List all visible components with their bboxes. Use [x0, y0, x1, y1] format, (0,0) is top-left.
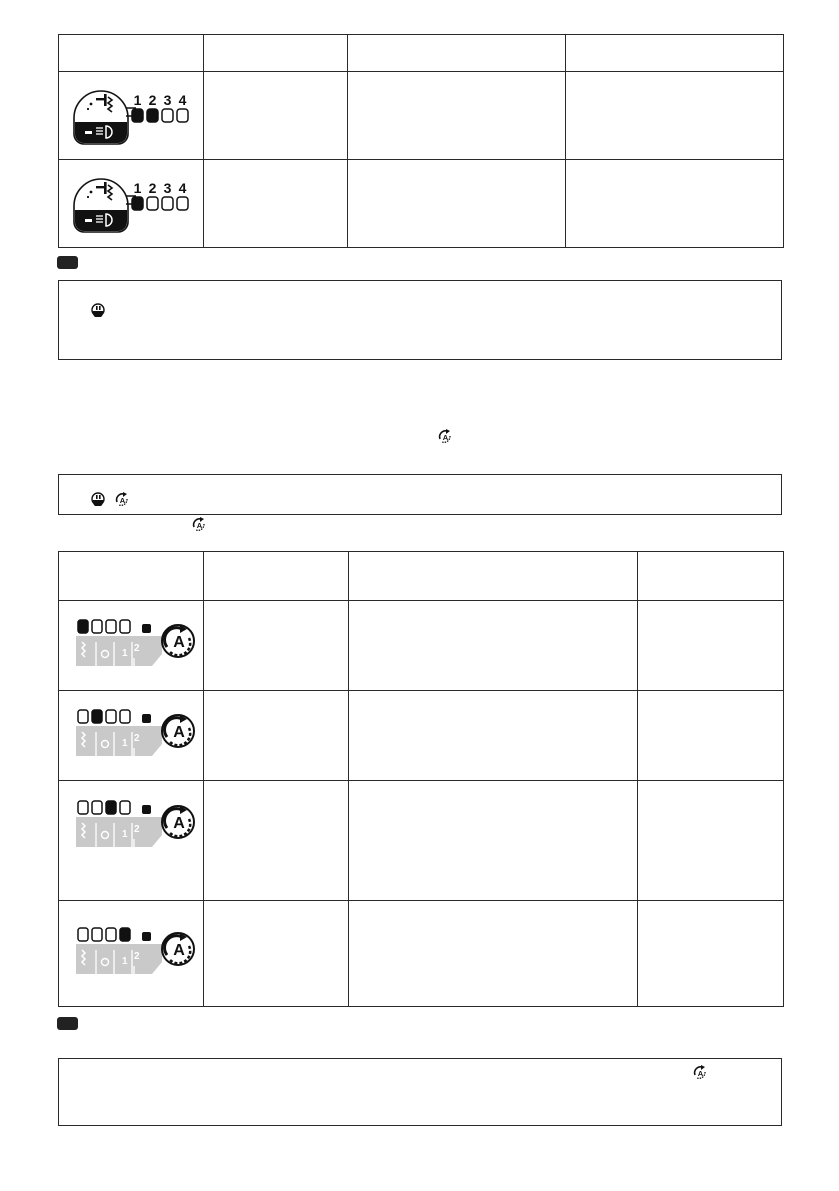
segment-lit	[120, 928, 130, 941]
table-cell	[638, 781, 784, 901]
table-cell	[348, 72, 566, 160]
icon-cell	[59, 781, 204, 901]
header-cell	[59, 552, 204, 601]
mark	[96, 306, 98, 310]
segment-unlit	[120, 710, 130, 723]
header-cell	[349, 552, 638, 601]
assist-letter: A	[173, 634, 185, 651]
mode-strip	[76, 636, 162, 666]
note-tag-icon	[57, 1017, 78, 1030]
header-cell	[348, 35, 566, 72]
driver-bit-icon	[104, 182, 107, 194]
dot-icon	[90, 191, 93, 194]
segment-number: 1	[133, 92, 142, 108]
note-box	[58, 1058, 782, 1126]
segment-unlit	[78, 928, 88, 941]
assist-mode-panel-icon	[66, 795, 196, 853]
segment-unlit	[177, 197, 188, 210]
segment-unlit	[92, 801, 102, 814]
driver-bit-icon	[96, 186, 104, 188]
mode-strip	[76, 726, 162, 756]
zone-number: 1	[122, 829, 128, 840]
table-cell	[204, 72, 348, 160]
mode-strip	[76, 944, 162, 974]
segment-unlit	[162, 109, 173, 122]
segment-number: 1	[133, 180, 142, 196]
table-cell	[349, 781, 638, 901]
table-cell	[566, 72, 784, 160]
segment-unlit	[120, 620, 130, 633]
table-cell	[204, 901, 349, 1007]
note-box	[58, 280, 782, 360]
icon-cell	[59, 601, 204, 691]
table-cell	[204, 781, 349, 901]
segment-unlit	[162, 197, 173, 210]
assist-indicator-lamp	[142, 624, 151, 633]
light-bar-icon	[85, 219, 92, 222]
impact-force-indicator-icon	[66, 166, 196, 236]
table-cell	[204, 601, 349, 691]
segment-unlit	[106, 928, 116, 941]
zone-number: 2	[134, 951, 140, 962]
mark	[99, 495, 101, 499]
button-symbol-icon	[91, 303, 105, 317]
table-cell	[349, 601, 638, 691]
segment-lit	[106, 801, 116, 814]
zone-number: 2	[134, 643, 140, 654]
table-row	[59, 781, 784, 901]
table-header-row	[59, 35, 784, 72]
zone-number: 1	[122, 738, 128, 749]
header-cell	[566, 35, 784, 72]
icon-cell	[59, 691, 204, 781]
button-symbol-icon	[91, 492, 105, 506]
segment-unlit	[147, 197, 158, 210]
assist-letter: A	[173, 724, 185, 741]
segment-number: 2	[148, 180, 157, 196]
table-row	[59, 160, 784, 248]
table-cell	[638, 901, 784, 1007]
note-box	[58, 474, 782, 515]
icon-cell	[59, 901, 204, 1007]
table-cell	[348, 160, 566, 248]
light-panel	[75, 210, 127, 231]
assist-mode-a-icon	[692, 1064, 708, 1080]
icon-cell	[59, 72, 204, 160]
lower-half	[93, 311, 103, 317]
segment-number: 3	[163, 92, 172, 108]
impact-force-table	[58, 34, 784, 248]
table-cell	[204, 160, 348, 248]
segment-unlit	[78, 801, 88, 814]
icon-cell	[59, 160, 204, 248]
assist-mode-panel-icon	[66, 922, 196, 980]
segment-unlit	[106, 620, 116, 633]
assist-mode-a-icon	[437, 428, 453, 444]
segment-lit	[78, 620, 88, 633]
dot-icon	[87, 196, 89, 198]
table-header-row	[59, 552, 784, 601]
table-cell	[638, 601, 784, 691]
driver-bit-icon	[96, 98, 104, 100]
letter: A	[196, 521, 203, 530]
header-cell	[59, 35, 204, 72]
assist-indicator-lamp	[142, 714, 151, 723]
segment-unlit	[92, 620, 102, 633]
table-row	[59, 72, 784, 160]
zone-number: 1	[122, 648, 128, 659]
header-cell	[204, 552, 349, 601]
segment-unlit	[177, 109, 188, 122]
assist-letter: A	[173, 942, 185, 959]
assist-mode-table	[58, 551, 784, 1007]
segment-lit	[132, 197, 143, 210]
header-cell	[638, 552, 784, 601]
assist-letter: A	[173, 815, 185, 832]
segment-unlit	[92, 928, 102, 941]
table-row	[59, 901, 784, 1007]
segment-lit	[147, 109, 158, 122]
light-bar-icon	[85, 131, 92, 134]
table-cell	[204, 691, 349, 781]
letter: A	[697, 1069, 704, 1078]
segment-number: 3	[163, 180, 172, 196]
assist-mode-a-icon	[191, 516, 207, 532]
segment-number: 4	[178, 92, 187, 108]
table-cell	[349, 901, 638, 1007]
segment-unlit	[120, 801, 130, 814]
light-panel	[75, 122, 127, 143]
table-cell	[349, 691, 638, 781]
driver-bit-icon	[104, 94, 107, 106]
table-cell	[638, 691, 784, 781]
assist-mode-panel-icon	[66, 704, 196, 762]
mode-strip	[76, 817, 162, 847]
assist-mode-a-icon	[114, 491, 130, 507]
segment-number: 2	[148, 92, 157, 108]
header-cell	[204, 35, 348, 72]
assist-mode-panel-icon	[66, 614, 196, 672]
dot-icon	[87, 108, 89, 110]
segment-unlit	[78, 710, 88, 723]
dot-icon	[90, 103, 93, 106]
table-cell	[566, 160, 784, 248]
letter: A	[442, 433, 449, 442]
segment-unlit	[106, 710, 116, 723]
zone-number: 1	[122, 956, 128, 967]
assist-indicator-lamp	[142, 932, 151, 941]
table-row	[59, 691, 784, 781]
mark	[99, 306, 101, 310]
mark	[96, 495, 98, 499]
assist-indicator-lamp	[142, 805, 151, 814]
impact-force-indicator-icon	[66, 78, 196, 148]
table-row	[59, 601, 784, 691]
letter: A	[119, 496, 126, 505]
segment-number: 4	[178, 180, 187, 196]
segment-lit	[92, 710, 102, 723]
note-tag-icon	[57, 256, 78, 269]
zone-number: 2	[134, 824, 140, 835]
segment-lit	[132, 109, 143, 122]
lower-half	[93, 500, 103, 506]
zone-number: 2	[134, 733, 140, 744]
